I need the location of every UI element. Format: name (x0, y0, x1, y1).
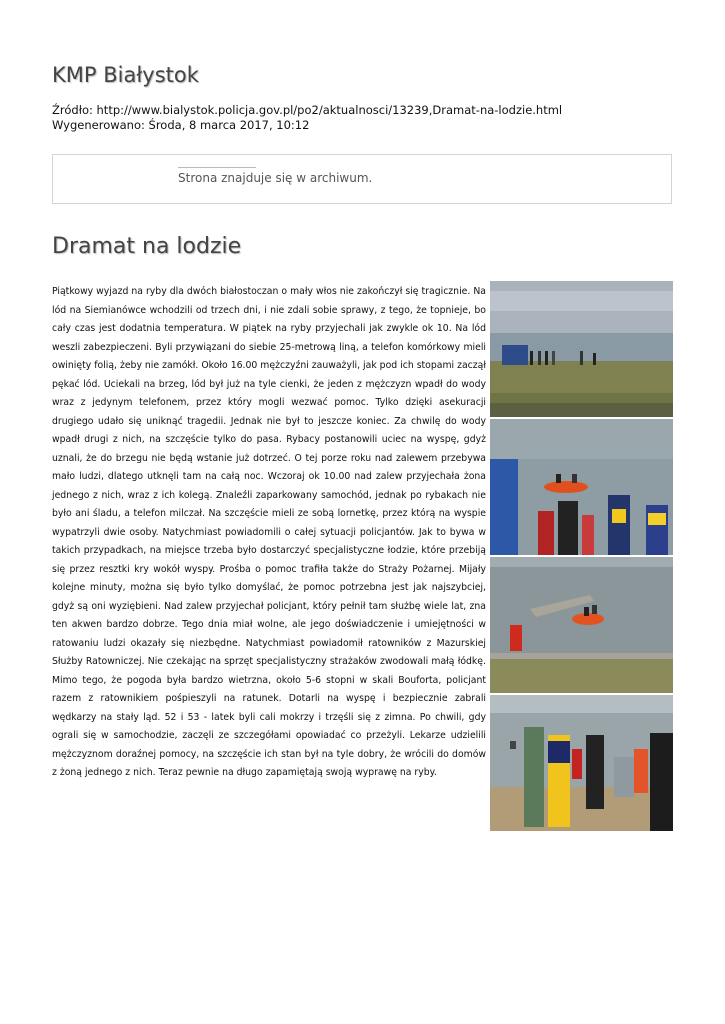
article-title: Dramat na lodzie (52, 234, 242, 259)
site-title: KMP Białystok (52, 63, 199, 87)
photo-pier-boat[interactable] (490, 557, 673, 693)
archive-notice-box (52, 154, 672, 204)
photo-shore-van[interactable] (490, 281, 673, 417)
source-url: Źródło: http://www.bialystok.policja.gov.pl/po2/aktualnosci/13239,Dramat-na-lodzie.html (52, 103, 563, 117)
photo-fishermen-pier[interactable] (490, 695, 673, 831)
divider (178, 167, 256, 168)
photo-gallery (490, 281, 673, 833)
article-body: Piątkowy wyjazd na ryby dla dwóch białostoczan o mały włos nie zakończył się tragicznie. Na lód na Siemianówce wchodzili od trzech dni, i nie zdali sobie sprawy, z tego, że topnieje, bo cały czas jest dodatnia temperatura. W piątek na ryby przyjechali jak zwykle ok 10. Na lód weszli zabezpieczeni. Byli przywiązani do siebie 25-metrową liną, a telefon komórkowy mieli owinięty folią, żeby nie zamókł. Około 16.00 mężczyźni zauważyli, jak pod ich stopami zaczął pękać lód. Uciekali na brzeg, lód był już na tyle cienki, że jeden z mężczyzn wpadł do wody wraz z jedynym telefonem, przez który mogli wezwać pomoc. Tylko dzięki asekuracji drugiego udało się uniknąć tragedii. Jednak nie był to jeszcze koniec. Za chwilę do wody wpadł drugi z nich, na szczęście tylko do pasa. Rybacy postanowili uciec na wyspę, gdyż uznali, że do brzegu nie będą wstanie już dotrzeć. O tej porze roku nad zalewem przebywa mało ludzi, dlatego utknęli tam na całą noc. Wczoraj ok 10.00 nad zalew przyjechała żona jednego z nich, wraz z ich kolegą. Znaleźli zaparkowany samochód, jednak po rybakach nie było ani śladu, a telefon milczał. Na szczęście mieli ze sobą lornetkę, przez którą na wyspie wypatrzyli dwie osoby. Natychmiast powiadomili o całej sytuacji policjantów. Jak to bywa w takich przypadkach, na miejsce trzeba było dostarczyć specjalistyczne łodzie, które przebiją się przez resztki kry wokół wyspy. Prośba o pomoc trafiła także do Straży Pożarnej. Mijały kolejne minuty, można się było tylko domyślać, że pomoc potrzebna jest jak najszybciej, gdyż są oni wyziębieni. Nad zalew przyjechał policjant, który pełnił tam służbę wiele lat, zna ten akwen bardzo dobrze. Tego dnia miał wolne, ale jego doświadczenie i umiejętności w ratowaniu ludzi okazały się niezbędne. Natychmiast powiadomił ratowników z Mazurskiej Służby Ratowniczej. Nie czekając na sprzęt specjalistyczny strażaków zwodowali małą łódkę. Mimo tego, że pogoda była bardzo wietrzna, około 5-6 stopni w skali Bouforta, policjant razem z ratownikiem pośpieszyli na ratunek. Dotarli na wyspę i bezpiecznie zabrali wędkarzy na stały ląd. 52 i 53 - latek byli cali mokrzy i trzęśli się z zimna. Po chwili, gdy ograli się w samochodzie, zaczęli ze szczegółami opowiadać co przeżyli. Lekarze udzielili mężczyznom doraźnej pomocy, na szczęście ich stan był na tyle dobry, że wrócili do domów z żoną jednego z nich. Teraz pewnie na długo zapamiętają swoją wyprawę na ryby. (52, 286, 486, 778)
photo-rescue-boat[interactable] (490, 419, 673, 555)
generated-date: Wygenerowano: Środa, 8 marca 2017, 10:12 (52, 118, 310, 132)
document-meta (52, 103, 562, 133)
archive-notice: Strona znajduje się w archiwum. (178, 171, 373, 185)
